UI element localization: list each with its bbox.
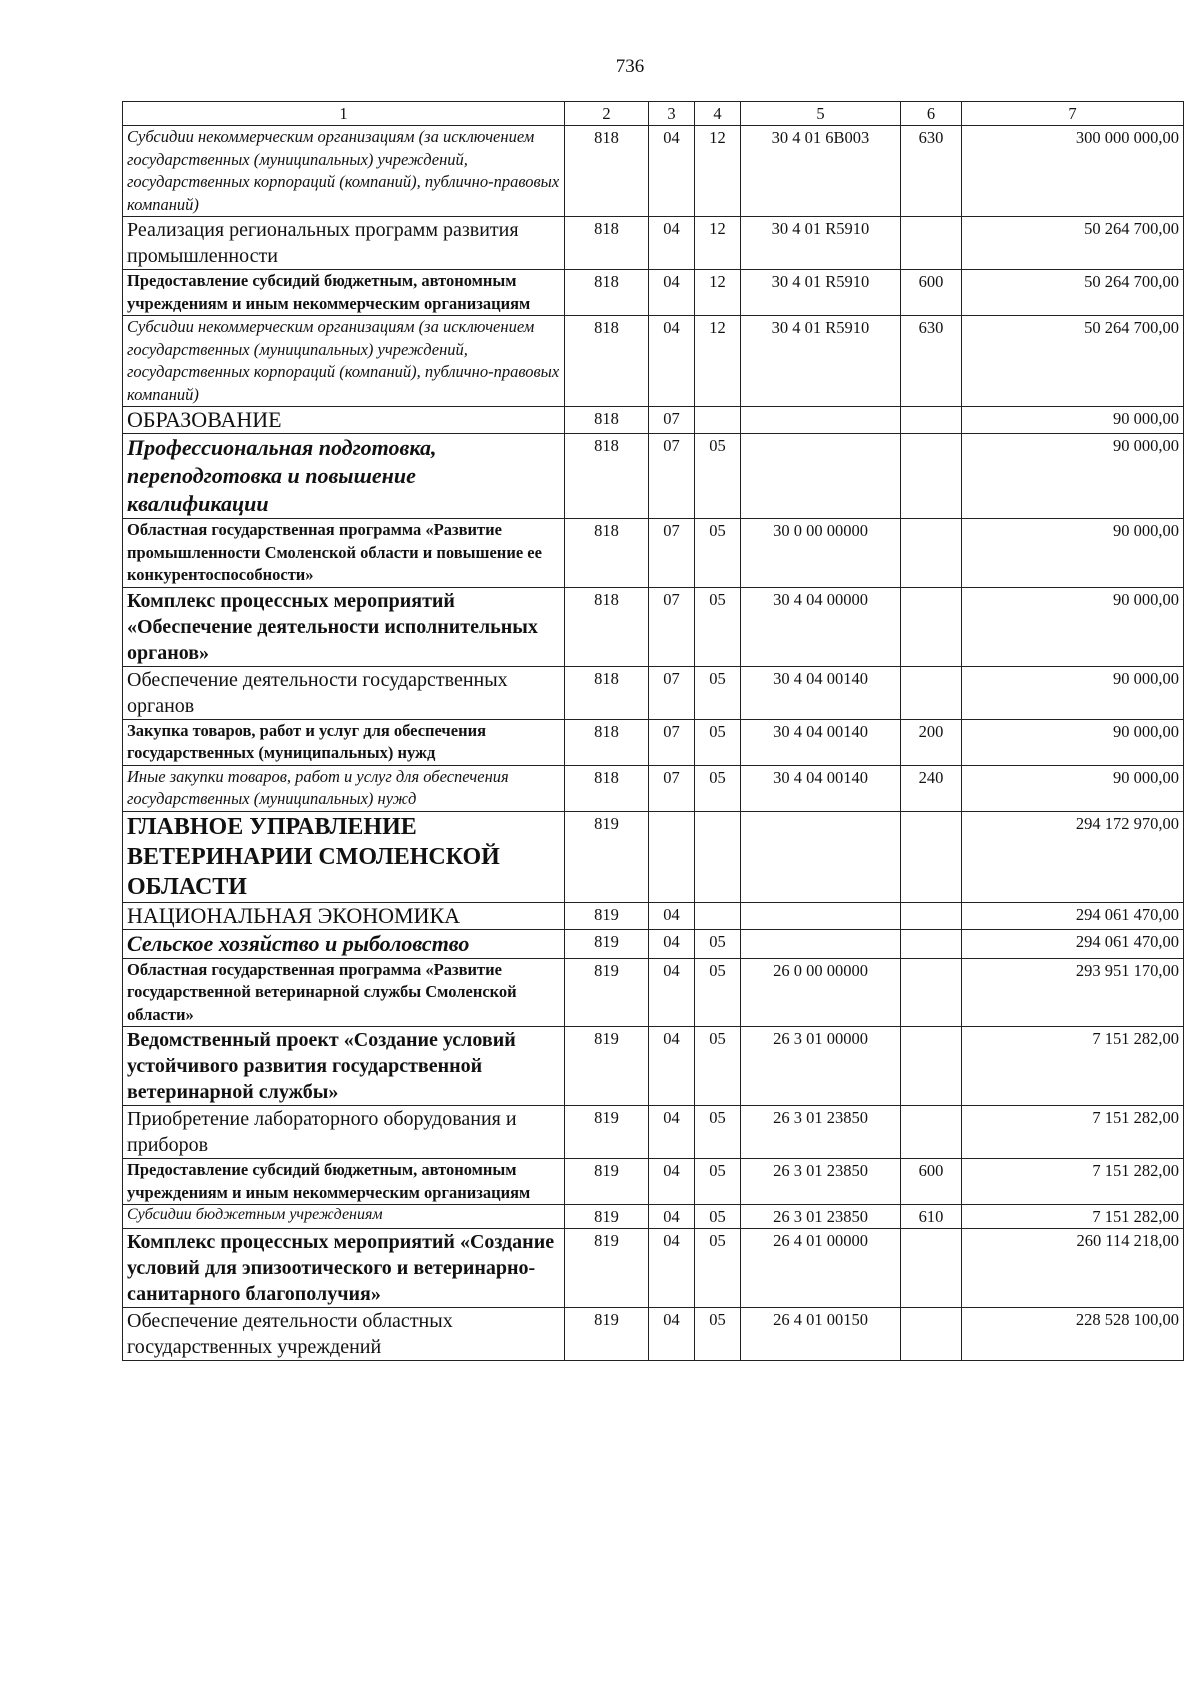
row-name-cell: Реализация региональных программ развития промышленности	[123, 217, 565, 270]
row-expense-type-cell	[901, 958, 962, 1027]
row-target-article-cell	[741, 902, 901, 929]
row-subsection-cell: 12	[695, 270, 741, 316]
row-amount-cell: 300 000 000,00	[962, 126, 1184, 217]
row-name-cell: Предоставление субсидий бюджетным, автономным учреждениям и иным некоммерческим организациям	[123, 1159, 565, 1205]
row-amount-cell: 90 000,00	[962, 434, 1184, 519]
row-expense-type-cell: 600	[901, 1159, 962, 1205]
row-expense-type-cell: 600	[901, 270, 962, 316]
row-section-cell: 04	[649, 1106, 695, 1159]
row-section-cell: 07	[649, 407, 695, 434]
row-ministry-code-cell: 818	[565, 270, 649, 316]
row-amount-cell: 90 000,00	[962, 719, 1184, 765]
row-target-article-cell: 30 4 01 R5910	[741, 316, 901, 407]
row-ministry-code-cell: 818	[565, 434, 649, 519]
table-row	[123, 316, 1184, 407]
row-amount-cell: 90 000,00	[962, 587, 1184, 666]
row-section-cell: 07	[649, 666, 695, 719]
table-row	[123, 126, 1184, 217]
row-ministry-code-cell: 819	[565, 1159, 649, 1205]
row-subsection-cell: 05	[695, 765, 741, 811]
row-ministry-code-cell: 818	[565, 217, 649, 270]
row-ministry-code-cell: 818	[565, 666, 649, 719]
row-subsection-cell: 05	[695, 666, 741, 719]
row-ministry-code-cell: 818	[565, 765, 649, 811]
row-amount-cell: 228 528 100,00	[962, 1308, 1184, 1361]
row-section-cell: 04	[649, 270, 695, 316]
table-row	[123, 1308, 1184, 1361]
row-amount-cell: 90 000,00	[962, 407, 1184, 434]
table-row	[123, 666, 1184, 719]
row-expense-type-cell	[901, 666, 962, 719]
table-row	[123, 958, 1184, 1027]
row-name-cell: Областная государственная программа «Развитие промышленности Смоленской области и повышение ее конкурентоспособности»	[123, 519, 565, 588]
row-section-cell: 04	[649, 958, 695, 1027]
row-target-article-cell: 30 4 01 R5910	[741, 217, 901, 270]
row-subsection-cell	[695, 811, 741, 902]
row-subsection-cell: 05	[695, 958, 741, 1027]
row-name-cell: Обеспечение деятельности государственных органов	[123, 666, 565, 719]
row-amount-cell: 294 061 470,00	[962, 929, 1184, 958]
row-target-article-cell: 26 4 01 00000	[741, 1229, 901, 1308]
row-ministry-code-cell: 819	[565, 1106, 649, 1159]
row-name-cell: Профессиональная подготовка, переподготовка и повышение квалификации	[123, 434, 565, 519]
table-row	[123, 719, 1184, 765]
table-row	[123, 407, 1184, 434]
row-expense-type-cell	[901, 587, 962, 666]
budget-table	[122, 101, 1184, 1361]
row-target-article-cell: 30 4 04 00140	[741, 765, 901, 811]
row-expense-type-cell: 610	[901, 1205, 962, 1229]
header-col-2: 2	[565, 102, 649, 126]
table-row	[123, 1159, 1184, 1205]
row-section-cell: 04	[649, 1308, 695, 1361]
row-name-cell: ОБРАЗОВАНИЕ	[123, 407, 565, 434]
table-row	[123, 929, 1184, 958]
row-target-article-cell	[741, 407, 901, 434]
row-amount-cell: 50 264 700,00	[962, 270, 1184, 316]
row-ministry-code-cell: 818	[565, 519, 649, 588]
table-row	[123, 902, 1184, 929]
row-expense-type-cell	[901, 217, 962, 270]
row-name-cell: Закупка товаров, работ и услуг для обеспечения государственных (муниципальных) нужд	[123, 719, 565, 765]
row-amount-cell: 294 172 970,00	[962, 811, 1184, 902]
row-expense-type-cell	[901, 407, 962, 434]
row-amount-cell: 7 151 282,00	[962, 1027, 1184, 1106]
row-amount-cell: 7 151 282,00	[962, 1106, 1184, 1159]
row-expense-type-cell	[901, 1027, 962, 1106]
row-ministry-code-cell: 819	[565, 958, 649, 1027]
row-amount-cell: 7 151 282,00	[962, 1205, 1184, 1229]
row-amount-cell: 260 114 218,00	[962, 1229, 1184, 1308]
row-name-cell: ГЛАВНОЕ УПРАВЛЕНИЕ ВЕТЕРИНАРИИ СМОЛЕНСКОЙ ОБЛАСТИ	[123, 811, 565, 902]
row-ministry-code-cell: 818	[565, 587, 649, 666]
row-subsection-cell: 05	[695, 1159, 741, 1205]
header-col-6: 6	[901, 102, 962, 126]
row-subsection-cell: 05	[695, 519, 741, 588]
row-subsection-cell: 05	[695, 1027, 741, 1106]
row-amount-cell: 90 000,00	[962, 519, 1184, 588]
table-row	[123, 434, 1184, 519]
row-name-cell: Субсидии бюджетным учреждениям	[123, 1205, 565, 1229]
row-ministry-code-cell: 819	[565, 1027, 649, 1106]
row-section-cell: 04	[649, 1159, 695, 1205]
row-expense-type-cell	[901, 1229, 962, 1308]
row-section-cell: 07	[649, 519, 695, 588]
row-ministry-code-cell: 818	[565, 316, 649, 407]
row-amount-cell: 50 264 700,00	[962, 217, 1184, 270]
row-amount-cell: 7 151 282,00	[962, 1159, 1184, 1205]
row-target-article-cell: 30 4 04 00000	[741, 587, 901, 666]
row-section-cell: 07	[649, 587, 695, 666]
row-subsection-cell: 05	[695, 929, 741, 958]
row-target-article-cell: 26 4 01 00150	[741, 1308, 901, 1361]
header-col-3: 3	[649, 102, 695, 126]
row-subsection-cell: 12	[695, 217, 741, 270]
table-body	[123, 126, 1184, 1361]
table-row	[123, 270, 1184, 316]
row-target-article-cell: 26 0 00 00000	[741, 958, 901, 1027]
row-amount-cell: 50 264 700,00	[962, 316, 1184, 407]
header-col-7: 7	[962, 102, 1184, 126]
row-ministry-code-cell: 818	[565, 719, 649, 765]
row-subsection-cell: 05	[695, 1106, 741, 1159]
table-row	[123, 1205, 1184, 1229]
row-subsection-cell	[695, 902, 741, 929]
page-number: 736	[615, 56, 645, 77]
row-section-cell: 04	[649, 217, 695, 270]
row-expense-type-cell: 630	[901, 126, 962, 217]
row-name-cell: НАЦИОНАЛЬНАЯ ЭКОНОМИКА	[123, 902, 565, 929]
row-subsection-cell: 12	[695, 126, 741, 217]
row-target-article-cell: 30 4 01 R5910	[741, 270, 901, 316]
row-name-cell: Приобретение лабораторного оборудования и приборов	[123, 1106, 565, 1159]
row-section-cell: 04	[649, 1205, 695, 1229]
table-row	[123, 1229, 1184, 1308]
row-name-cell: Иные закупки товаров, работ и услуг для обеспечения государственных (муниципальных) нужд	[123, 765, 565, 811]
row-ministry-code-cell: 819	[565, 1308, 649, 1361]
row-subsection-cell: 05	[695, 719, 741, 765]
header-col-1: 1	[123, 102, 565, 126]
row-ministry-code-cell: 819	[565, 1205, 649, 1229]
row-expense-type-cell: 200	[901, 719, 962, 765]
row-target-article-cell: 30 4 01 6В003	[741, 126, 901, 217]
row-name-cell: Обеспечение деятельности областных государственных учреждений	[123, 1308, 565, 1361]
table-row	[123, 811, 1184, 902]
row-subsection-cell	[695, 407, 741, 434]
row-section-cell: 04	[649, 902, 695, 929]
row-target-article-cell	[741, 811, 901, 902]
row-name-cell: Комплекс процессных мероприятий «Создание условий для эпизоотического и ветеринарно-санитарного благополучия»	[123, 1229, 565, 1308]
row-expense-type-cell	[901, 434, 962, 519]
row-expense-type-cell	[901, 929, 962, 958]
row-target-article-cell: 26 3 01 23850	[741, 1159, 901, 1205]
row-subsection-cell: 05	[695, 1229, 741, 1308]
row-expense-type-cell	[901, 902, 962, 929]
row-section-cell: 04	[649, 316, 695, 407]
row-expense-type-cell	[901, 519, 962, 588]
row-expense-type-cell	[901, 811, 962, 902]
header-col-4: 4	[695, 102, 741, 126]
row-ministry-code-cell: 818	[565, 407, 649, 434]
row-subsection-cell: 05	[695, 1205, 741, 1229]
row-expense-type-cell	[901, 1308, 962, 1361]
row-subsection-cell: 05	[695, 434, 741, 519]
row-section-cell: 07	[649, 434, 695, 519]
row-section-cell: 07	[649, 765, 695, 811]
row-name-cell: Ведомственный проект «Создание условий устойчивого развития государственной ветеринарной службы»	[123, 1027, 565, 1106]
row-expense-type-cell: 240	[901, 765, 962, 811]
row-amount-cell: 90 000,00	[962, 765, 1184, 811]
row-name-cell: Субсидии некоммерческим организациям (за исключением государственных (муниципальных) учреждений, государственных корпораций (компаний), публично-правовых компаний)	[123, 126, 565, 217]
row-name-cell: Субсидии некоммерческим организациям (за исключением государственных (муниципальных) учреждений, государственных корпораций (компаний), публично-правовых компаний)	[123, 316, 565, 407]
row-section-cell: 04	[649, 126, 695, 217]
row-ministry-code-cell: 819	[565, 929, 649, 958]
row-section-cell: 04	[649, 1229, 695, 1308]
row-name-cell: Сельское хозяйство и рыболовство	[123, 929, 565, 958]
row-amount-cell: 294 061 470,00	[962, 902, 1184, 929]
table-row	[123, 1106, 1184, 1159]
row-target-article-cell	[741, 434, 901, 519]
table-row	[123, 1027, 1184, 1106]
table-row	[123, 587, 1184, 666]
row-section-cell	[649, 811, 695, 902]
row-section-cell: 04	[649, 929, 695, 958]
row-target-article-cell: 30 0 00 00000	[741, 519, 901, 588]
row-amount-cell: 293 951 170,00	[962, 958, 1184, 1027]
row-ministry-code-cell: 819	[565, 811, 649, 902]
row-target-article-cell: 26 3 01 23850	[741, 1106, 901, 1159]
table-row	[123, 519, 1184, 588]
row-ministry-code-cell: 818	[565, 126, 649, 217]
header-col-5: 5	[741, 102, 901, 126]
row-ministry-code-cell: 819	[565, 1229, 649, 1308]
row-name-cell: Комплекс процессных мероприятий «Обеспечение деятельности исполнительных органов»	[123, 587, 565, 666]
row-target-article-cell: 26 3 01 00000	[741, 1027, 901, 1106]
row-target-article-cell: 30 4 04 00140	[741, 666, 901, 719]
row-target-article-cell: 30 4 04 00140	[741, 719, 901, 765]
row-name-cell: Областная государственная программа «Развитие государственной ветеринарной службы Смоленской области»	[123, 958, 565, 1027]
row-amount-cell: 90 000,00	[962, 666, 1184, 719]
row-section-cell: 07	[649, 719, 695, 765]
row-expense-type-cell: 630	[901, 316, 962, 407]
row-section-cell: 04	[649, 1027, 695, 1106]
row-target-article-cell	[741, 929, 901, 958]
row-expense-type-cell	[901, 1106, 962, 1159]
table-row	[123, 217, 1184, 270]
row-name-cell: Предоставление субсидий бюджетным, автономным учреждениям и иным некоммерческим организациям	[123, 270, 565, 316]
table-row	[123, 765, 1184, 811]
row-subsection-cell: 05	[695, 587, 741, 666]
row-subsection-cell: 12	[695, 316, 741, 407]
row-ministry-code-cell: 819	[565, 902, 649, 929]
row-subsection-cell: 05	[695, 1308, 741, 1361]
row-target-article-cell: 26 3 01 23850	[741, 1205, 901, 1229]
header-row	[123, 102, 1184, 126]
